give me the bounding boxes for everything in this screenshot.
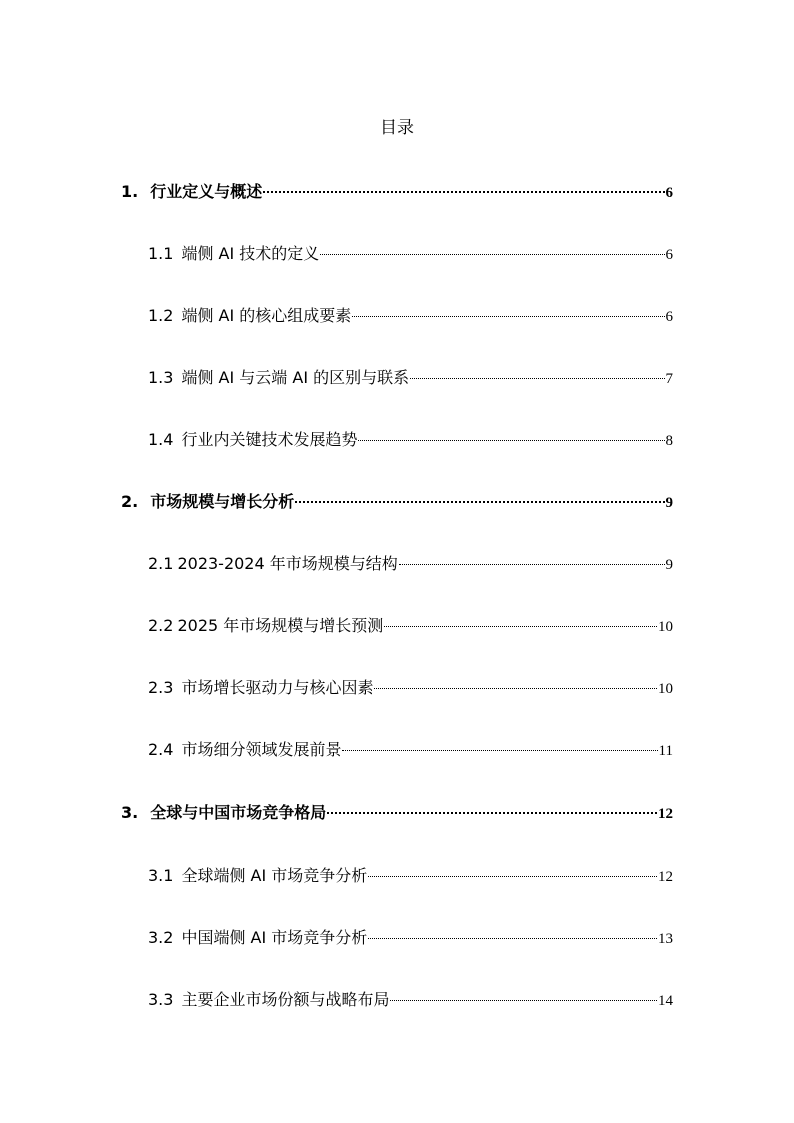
toc-dot-leader (320, 254, 664, 255)
toc-entry-title: 市场规模与增长分析 (150, 492, 295, 511)
toc-entry-1-4[interactable] (148, 428, 673, 452)
toc-entry-page: 7 (665, 371, 673, 387)
toc-entry-page: 11 (658, 743, 673, 759)
toc-dot-leader (390, 1000, 657, 1001)
toc-dot-leader (263, 191, 664, 193)
toc-entry-number: 1.3 (148, 368, 174, 387)
toc-entry-page: 9 (665, 495, 673, 511)
toc-entry-page: 10 (658, 681, 673, 697)
toc-dot-leader (295, 501, 664, 503)
toc-dot-leader (399, 564, 665, 565)
toc-entry-1-1[interactable] (148, 242, 673, 266)
toc-entry-title: 中国端侧 AI 市场竞争分析 (181, 928, 368, 947)
toc-entry-title: 市场增长驱动力与核心因素 (181, 678, 374, 697)
toc-entry-number: 3.1 (148, 866, 174, 885)
toc-dot-leader (352, 316, 664, 317)
toc-entry-number: 2.1 (148, 554, 174, 573)
toc-entry-title: 2025 年市场规模与增长预测 (177, 616, 384, 635)
toc-entry-1-2[interactable] (148, 304, 673, 328)
toc-entry-title: 全球端侧 AI 市场竞争分析 (181, 866, 368, 885)
toc-dot-leader (358, 440, 664, 441)
toc-entry-page: 13 (658, 931, 673, 947)
toc-entry-3[interactable] (121, 801, 673, 825)
toc-entry-title: 主要企业市场份额与战略布局 (181, 990, 390, 1009)
toc-entry-number: 1. (121, 182, 139, 201)
toc-dot-leader (410, 378, 664, 379)
toc-entry-3-3[interactable] (148, 988, 673, 1012)
toc-entry-2-2[interactable] (148, 614, 673, 638)
toc-entry-number: 2.2 (148, 616, 174, 635)
toc-entry-number: 1.2 (148, 306, 174, 325)
toc-entry-number: 2.4 (148, 740, 174, 759)
toc-dot-leader (384, 626, 657, 627)
toc-entry-page: 9 (665, 557, 673, 573)
toc-entry-page: 14 (658, 993, 673, 1009)
toc-entry-3-1[interactable] (148, 864, 673, 888)
toc-entry-number: 3.3 (148, 990, 174, 1009)
toc-entry-title: 行业内关键技术发展趋势 (181, 430, 358, 449)
toc-entry-3-2[interactable] (148, 926, 673, 950)
toc-entry-2-3[interactable] (148, 676, 673, 700)
toc-dot-leader (342, 750, 657, 751)
toc-dot-leader (368, 876, 657, 877)
toc-entry-2[interactable] (121, 490, 673, 514)
toc-entry-page: 12 (658, 869, 673, 885)
toc-dot-leader (374, 688, 657, 689)
toc-entry-title: 2023-2024 年市场规模与结构 (177, 554, 398, 573)
toc-entry-number: 3. (121, 803, 139, 822)
toc-entry-page: 6 (665, 247, 673, 263)
toc-entry-1[interactable] (121, 180, 673, 204)
toc-dot-leader (327, 812, 657, 814)
toc-entry-title: 行业定义与概述 (150, 182, 263, 201)
toc-entry-page: 6 (665, 309, 673, 325)
toc-entry-2-4[interactable] (148, 738, 673, 762)
toc-entry-number: 1.4 (148, 430, 174, 449)
toc-entry-page: 12 (658, 806, 673, 822)
toc-entry-title: 端侧 AI 的核心组成要素 (181, 306, 352, 325)
toc-entry-page: 10 (658, 619, 673, 635)
toc-entry-number: 1.1 (148, 244, 174, 263)
toc-entry-title: 市场细分领域发展前景 (181, 740, 342, 759)
toc-dot-leader (368, 938, 657, 939)
toc-title: 目录 (380, 118, 414, 138)
toc-entry-number: 3.2 (148, 928, 174, 947)
toc-entry-1-3[interactable] (148, 366, 673, 390)
toc-entry-title: 端侧 AI 技术的定义 (181, 244, 320, 263)
toc-entry-number: 2.3 (148, 678, 174, 697)
toc-entry-title: 全球与中国市场竞争格局 (150, 803, 327, 822)
toc-entry-number: 2. (121, 492, 139, 511)
toc-entry-title: 端侧 AI 与云端 AI 的区别与联系 (181, 368, 410, 387)
toc-entry-page: 6 (665, 185, 673, 201)
toc-entry-2-1[interactable] (148, 552, 673, 576)
toc-entry-page: 8 (665, 433, 673, 449)
